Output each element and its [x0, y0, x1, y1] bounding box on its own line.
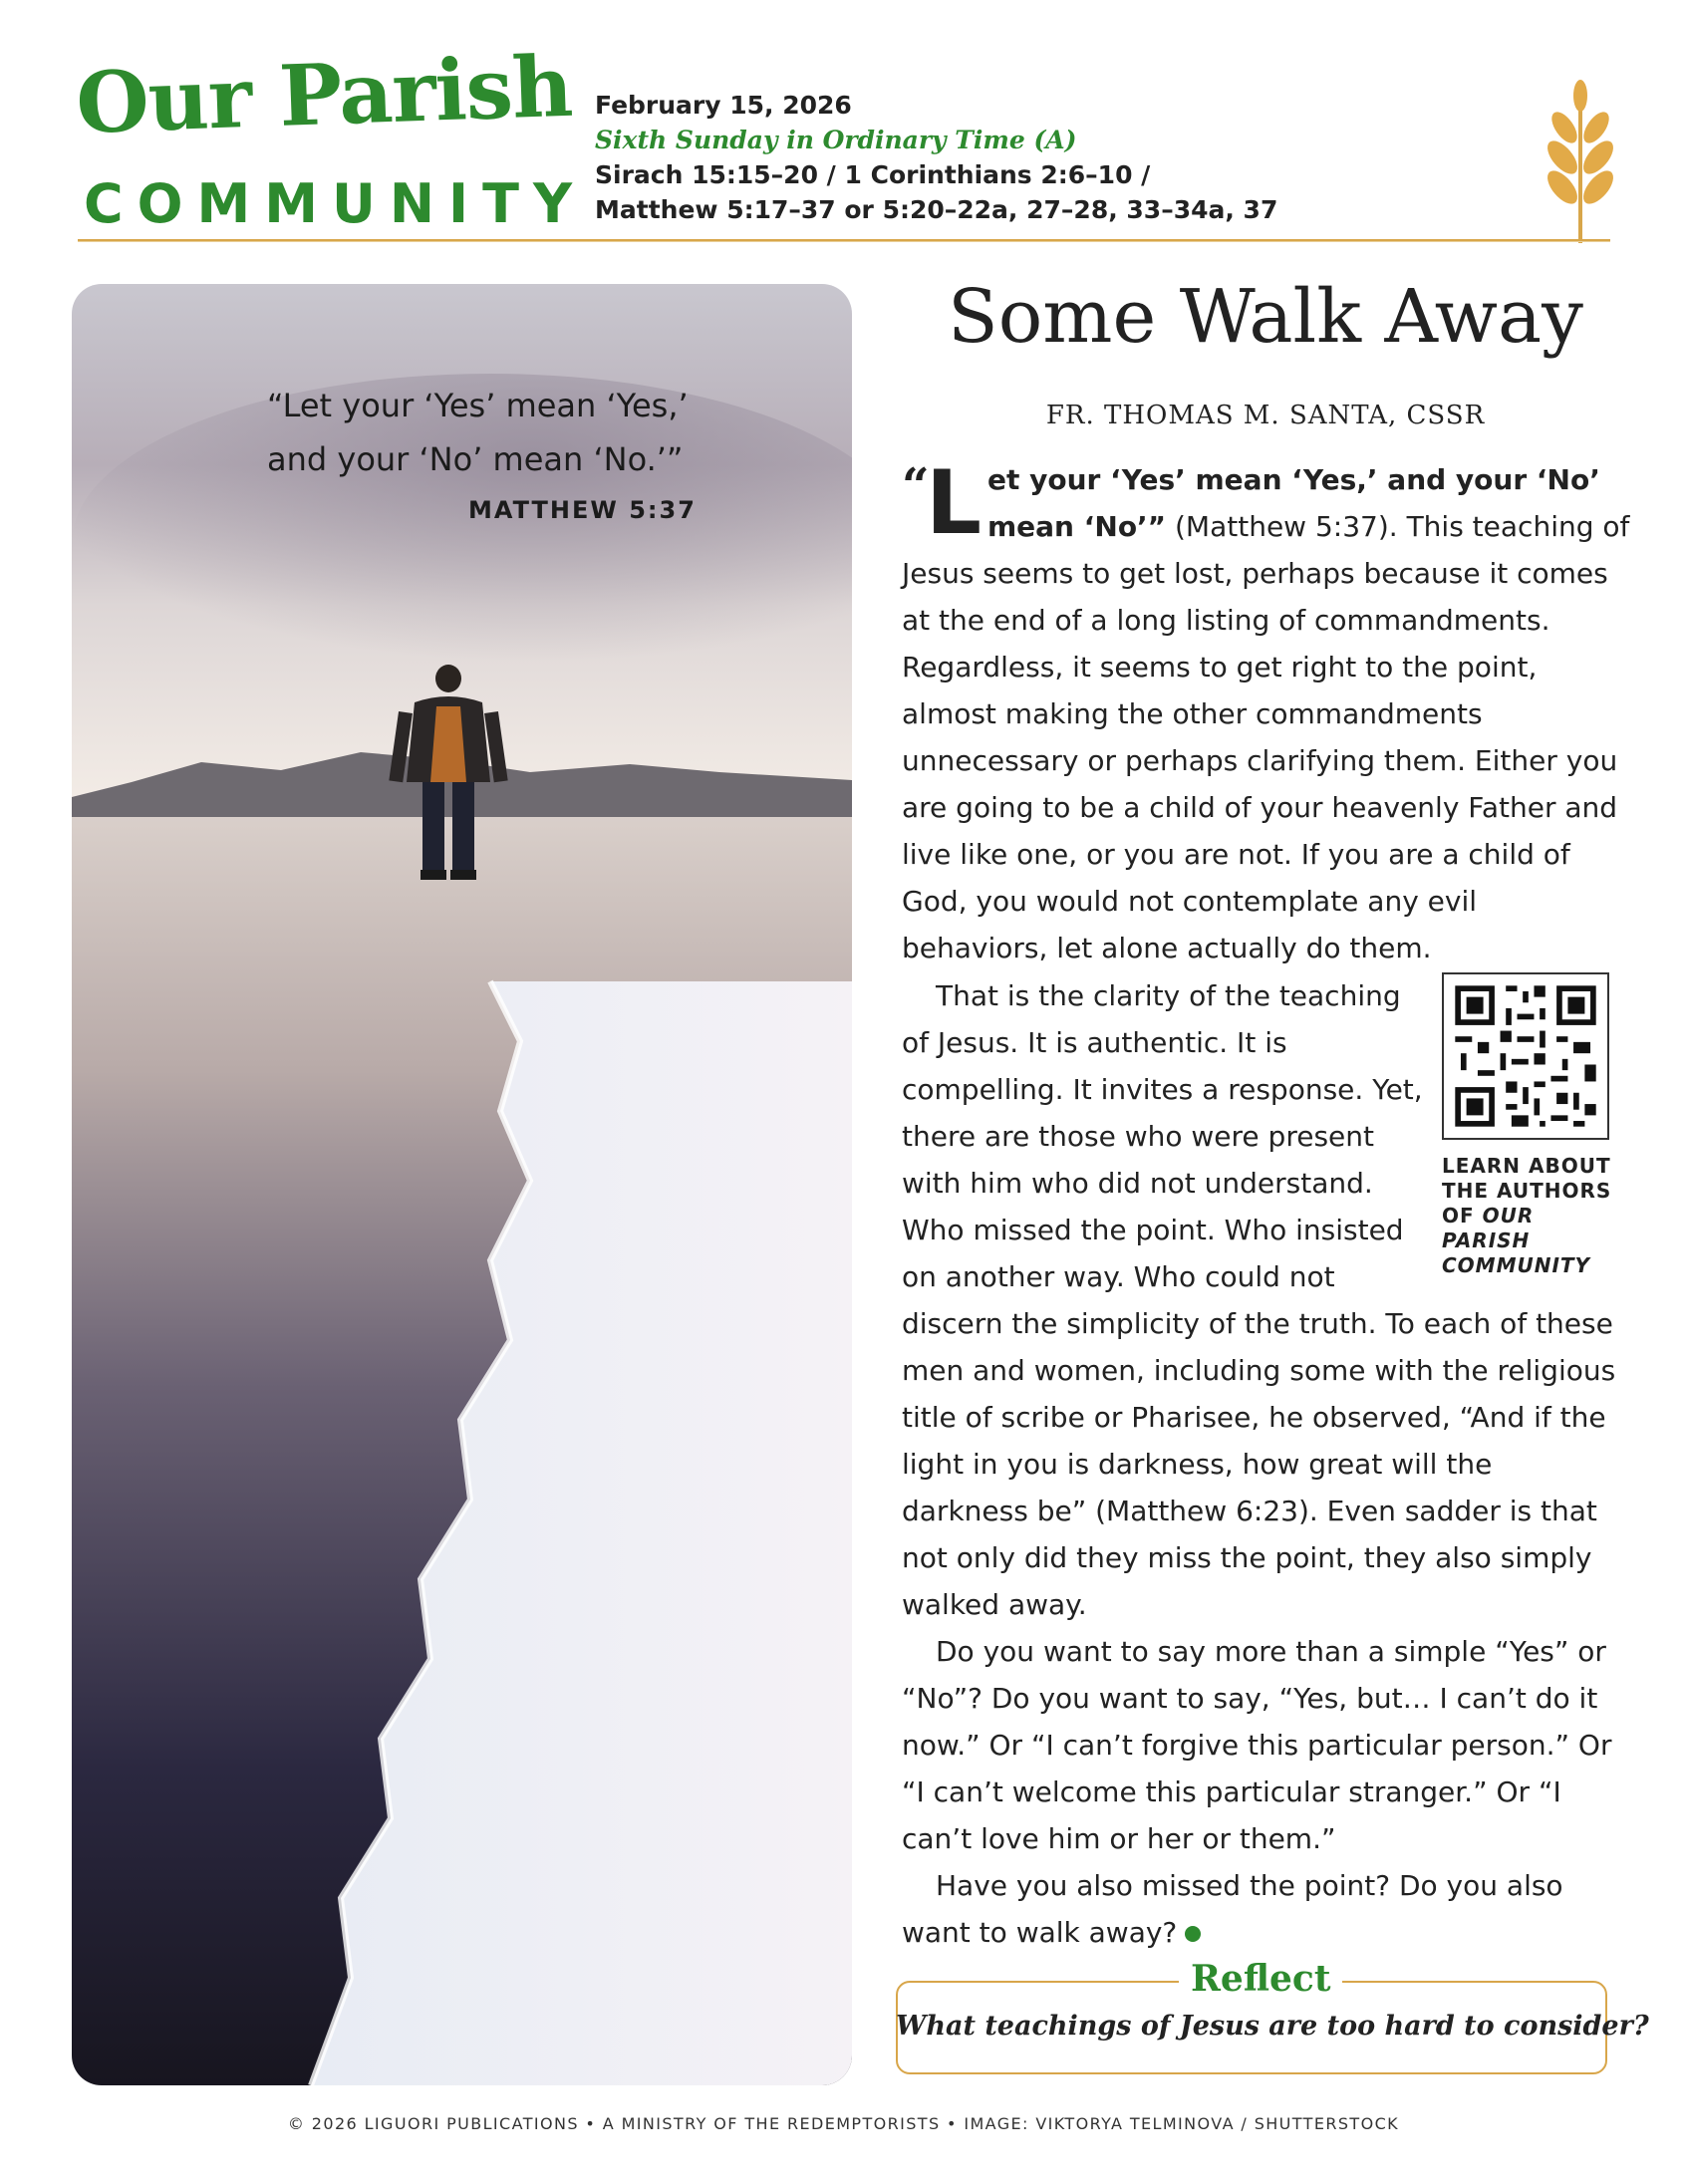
qr-caption-publication: OUR PARISH	[1442, 1204, 1535, 1252]
article-paragraph-2: That is the clarity of the teaching of Jesus. It is authentic. It is compelling. It invites a response. Yet, there are those who were present with him who did not understand. Who missed the point. Who insisted on another way. Who could not discern the simplicity of the truth. To each of these men and women, including some with the religious title of scribe or Pharisee, he observed, “And if the light in you is darkness, how great will the darkness be” (Matthew 6:23). Even sadder is that not only did they miss the point, they also simply walked away.	[902, 979, 1616, 1621]
footer-credit: © 2026 LIGUORI PUBLICATIONS • A MINISTRY OF THE REDEMPTORISTS • IMAGE: VIKTORYA TELMINOVA / SHUTTERSTOCK	[287, 2114, 1400, 2133]
issue-date: February 15, 2026	[595, 91, 852, 120]
paragraph-1-lead-line-1: et your ‘Yes’ mean ‘Yes,’ and your ‘No’	[987, 463, 1600, 496]
brand-title: Our Parish	[74, 36, 574, 152]
paragraph-1-body: Jesus seems to get lost, perhaps because it comes at the end of a long listing of commandments. Regardless, it seems to get right to the point, almost making the other commandments unnecessary or perhaps clarifying them. Either you are going to be a child of your heavenly Father and live like one, or you are not. If you are a child of God, you would not contemplate any evil behaviors, let alone actually do them.	[902, 557, 1618, 964]
pull-quote-reference: MATTHEW 5:37	[468, 496, 697, 524]
qr-caption-line-2: THE AUTHORS	[1442, 1179, 1612, 1203]
reflect-heading: Reflect	[1179, 1960, 1342, 2000]
readings-line-2: Matthew 5:17–37 or 5:20–22a, 27–28, 33–34a, 37	[595, 195, 1278, 224]
pull-quote: “Let your ‘Yes’ mean ‘Yes,’ and your ‘No’ mean ‘No.’”	[267, 387, 689, 478]
article-author: FR. THOMAS M. SANTA, CSSR	[1045, 401, 1486, 430]
article-title: Some Walk Away	[948, 274, 1583, 360]
article-paragraph-4	[902, 1862, 1621, 1956]
drop-cap-letter: L	[926, 451, 983, 554]
reflect-question: What teachings of Jesus are too hard to consider?	[896, 2011, 1649, 2042]
qr-caption-line-4: COMMUNITY	[1442, 1253, 1591, 1277]
readings-line-1: Sirach 15:15–20 / 1 Corinthians 2:6–10 /	[595, 160, 1151, 189]
qr-caption-line-1: LEARN ABOUT	[1442, 1154, 1611, 1178]
article-paragraph-3: Do you want to say more than a simple “Yes” or “No”? Do you want to say, “Yes, but… I can’t do it now.” Or “I can’t forgive this particular person.” Or “I can’t welcome this particular stranger.” Or “I can’t love him or her or them.”	[902, 1635, 1612, 1855]
article-body-continued	[902, 972, 1621, 1956]
lead-rest-text: (Matthew 5:37). This teaching of	[1166, 510, 1630, 543]
end-mark-icon	[1185, 1926, 1201, 1942]
qr-caption-line-3	[1442, 1204, 1613, 1253]
header-divider	[78, 239, 1610, 242]
qr-code[interactable]	[1442, 972, 1609, 1140]
paragraph-1-lead-line-2	[987, 503, 1629, 550]
qr-caption	[1442, 1154, 1613, 1278]
drop-cap-quote: “	[902, 458, 930, 514]
wheat-icon	[1533, 78, 1628, 243]
cover-photo	[72, 284, 852, 2085]
paragraph-4-text: Have you also missed the point? Do you also want to walk away?	[902, 1869, 1563, 1949]
liturgical-day: Sixth Sunday in Ordinary Time (A)	[595, 126, 1077, 154]
brand-subtitle: COMMUNITY	[84, 172, 587, 235]
lead-bold-text: mean ‘No’”	[987, 510, 1167, 543]
qr-caption-of: OF	[1442, 1204, 1483, 1228]
qr-code-block[interactable]	[1442, 972, 1613, 1278]
